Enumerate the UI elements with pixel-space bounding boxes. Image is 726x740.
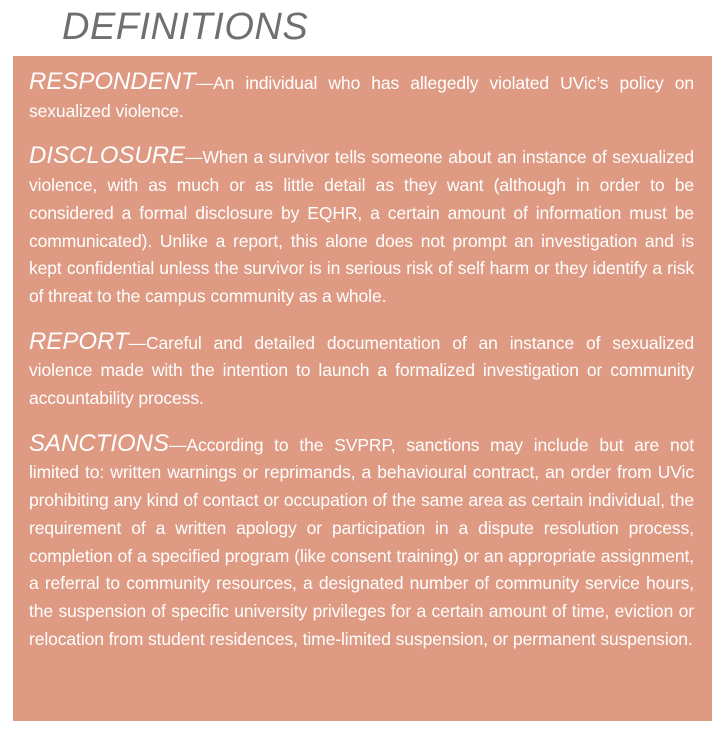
page-title: DEFINITIONS	[62, 6, 309, 48]
definition-text: —According to the SVPRP, sanctions may include but are not limited to: written warnings or reprimands, a behavioural contract, an order from UVic prohibiting any kind of contact or occupation of the same area as certain individual, the requirement of a written apology or participation in a dispute resolution process, completion of a specified program (like consent training) or an appropriate assignment, a referral to community resources, a designated number of community service hours, the suspension of specific university privileges for a certain amount of time, eviction or relocation from student residences, time-limited suspension, or permanent suspension.	[29, 434, 694, 649]
definitions-panel	[13, 56, 712, 721]
definition-term: REPORT	[29, 327, 129, 355]
definition-text: —An individual who has allegedly violated UVic’s policy on sexualized violence.	[29, 73, 694, 121]
definition-term: SANCTIONS	[29, 429, 170, 457]
definition-text: —Careful and detailed documentation of an instance of sexualized violence made with the intention to launch a formalized investigation or community accountability process.	[29, 332, 694, 409]
definition-term: DISCLOSURE	[29, 142, 186, 170]
definition-sanctions	[29, 430, 694, 654]
definition-respondent	[29, 68, 694, 125]
definition-term: RESPONDENT	[29, 68, 196, 95]
definition-disclosure	[29, 142, 694, 310]
definition-text: —When a survivor tells someone about an instance of sexualized violence, with as much or as little detail as they want (although in order to be considered a formal disclosure by EQHR, a certain amount of information must be communicated). Unlike a report, this alone does not prompt an investigation and is kept confidential unless the survivor is in serious risk of self harm or they identify a risk of threat to the campus community as a whole.	[29, 147, 694, 306]
definition-report	[29, 328, 694, 413]
